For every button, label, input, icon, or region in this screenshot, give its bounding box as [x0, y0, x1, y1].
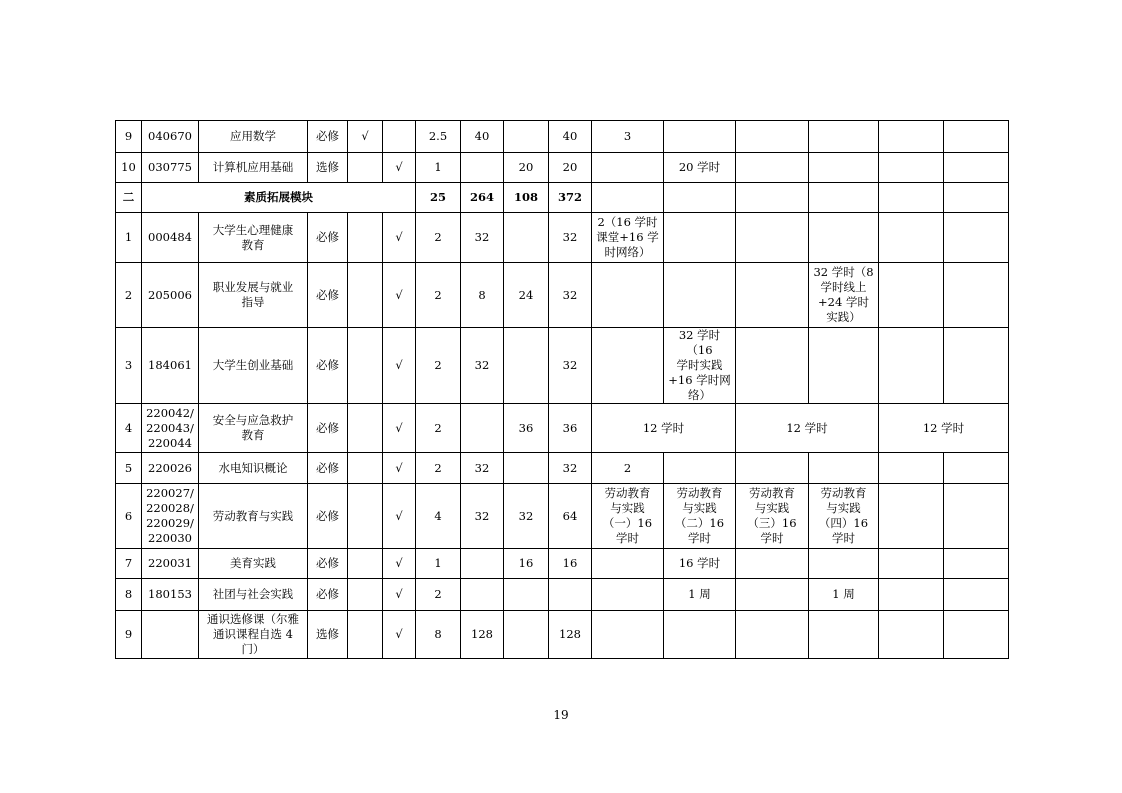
table-cell — [944, 484, 1009, 549]
table-cell — [664, 213, 736, 263]
table-cell — [348, 611, 383, 659]
table-cell — [944, 121, 1009, 153]
table-cell — [809, 183, 879, 213]
table-cell: √ — [383, 549, 416, 579]
table-cell — [879, 453, 944, 484]
table-cell: 184061 — [142, 328, 199, 404]
table-cell: 1 — [416, 153, 461, 183]
table-cell: 24 — [504, 263, 549, 328]
table-cell — [944, 213, 1009, 263]
table-cell: 2 — [592, 453, 664, 484]
table-row — [116, 404, 1009, 453]
table-cell — [809, 549, 879, 579]
table-cell: 劳动教育 与实践 （一）16 学时 — [592, 484, 664, 549]
table-cell — [504, 611, 549, 659]
table-cell: 通识选修课（尔雅 通识课程自选 4 门） — [199, 611, 308, 659]
table-cell: 1 — [416, 549, 461, 579]
table-cell: 372 — [549, 183, 592, 213]
table-cell: 劳动教育 与实践 （三）16 学时 — [736, 484, 809, 549]
table-cell — [879, 263, 944, 328]
table-cell — [348, 579, 383, 611]
table-cell: 32 — [461, 213, 504, 263]
table-cell: 劳动教育与实践 — [199, 484, 308, 549]
table-cell — [348, 213, 383, 263]
table-cell: 必修 — [308, 404, 348, 453]
table-cell — [592, 549, 664, 579]
table-cell — [879, 484, 944, 549]
table-cell: 2 — [416, 213, 461, 263]
table-cell — [664, 263, 736, 328]
table-cell: 必修 — [308, 484, 348, 549]
table-cell — [348, 484, 383, 549]
table-cell — [809, 121, 879, 153]
table-cell: 12 学时 — [879, 404, 1009, 453]
table-cell: 3 — [592, 121, 664, 153]
table-cell: 64 — [549, 484, 592, 549]
table-cell — [461, 153, 504, 183]
table-cell — [736, 213, 809, 263]
table-cell: 180153 — [142, 579, 199, 611]
table-cell: 1 周 — [664, 579, 736, 611]
table-cell — [944, 549, 1009, 579]
table-cell — [504, 213, 549, 263]
table-cell: 8 — [416, 611, 461, 659]
table-cell: 264 — [461, 183, 504, 213]
table-cell: 3 — [116, 328, 142, 404]
table-row — [116, 453, 1009, 484]
table-cell: √ — [383, 579, 416, 611]
table-cell — [348, 549, 383, 579]
table-cell: √ — [383, 404, 416, 453]
table-cell: √ — [383, 611, 416, 659]
table-row — [116, 328, 1009, 404]
curriculum-table — [115, 120, 1009, 659]
table-cell: 12 学时 — [736, 404, 879, 453]
table-row — [116, 263, 1009, 328]
table-cell: 大学生心理健康 教育 — [199, 213, 308, 263]
table-cell: 安全与应急救护 教育 — [199, 404, 308, 453]
table-cell: 水电知识概论 — [199, 453, 308, 484]
table-row — [116, 213, 1009, 263]
table-cell: 计算机应用基础 — [199, 153, 308, 183]
table-cell: 128 — [461, 611, 504, 659]
table-cell — [736, 263, 809, 328]
table-cell — [592, 153, 664, 183]
table-cell — [664, 121, 736, 153]
table-cell: 20 学时 — [664, 153, 736, 183]
table-cell: 4 — [416, 484, 461, 549]
table-cell: 32 — [549, 328, 592, 404]
table-cell: 32 — [461, 484, 504, 549]
table-cell — [879, 121, 944, 153]
table-cell: √ — [348, 121, 383, 153]
table-cell — [348, 404, 383, 453]
table-cell: 2（16 学时 课堂+16 学 时网络） — [592, 213, 664, 263]
table-cell: 20 — [549, 153, 592, 183]
table-cell — [736, 549, 809, 579]
table-cell — [348, 263, 383, 328]
table-cell: 205006 — [142, 263, 199, 328]
table-row — [116, 549, 1009, 579]
table-cell: 32 — [549, 453, 592, 484]
table-cell — [879, 328, 944, 404]
table-cell: 2 — [416, 328, 461, 404]
table-cell: 2 — [416, 263, 461, 328]
table-cell: 40 — [461, 121, 504, 153]
table-cell — [504, 121, 549, 153]
table-cell: 32 学时（8 学时线上 +24 学时 实践） — [809, 263, 879, 328]
table-cell: 2.5 — [416, 121, 461, 153]
table-cell — [664, 183, 736, 213]
table-cell: 16 — [549, 549, 592, 579]
table-cell — [879, 611, 944, 659]
table-cell: 劳动教育 与实践 （四）16 学时 — [809, 484, 879, 549]
table-cell — [348, 153, 383, 183]
table-cell: 素质拓展模块 — [142, 183, 416, 213]
table-cell: 2 — [416, 579, 461, 611]
table-cell — [809, 213, 879, 263]
table-cell: 5 — [116, 453, 142, 484]
table-cell: 220026 — [142, 453, 199, 484]
table-cell — [879, 549, 944, 579]
table-cell: 32 — [549, 263, 592, 328]
table-row — [116, 121, 1009, 153]
table-cell — [592, 328, 664, 404]
table-cell — [383, 121, 416, 153]
table-cell: 8 — [461, 263, 504, 328]
table-cell: 32 学时（16 学时实践 +16 学时网 络） — [664, 328, 736, 404]
table-cell: 2 — [416, 404, 461, 453]
table-cell: 220042/ 220043/ 220044 — [142, 404, 199, 453]
table-cell — [592, 611, 664, 659]
table-cell: 选修 — [308, 611, 348, 659]
table-row — [116, 611, 1009, 659]
table-row — [116, 579, 1009, 611]
table-cell: 16 学时 — [664, 549, 736, 579]
table-cell — [664, 611, 736, 659]
table-cell: 32 — [504, 484, 549, 549]
table-cell: 2 — [416, 453, 461, 484]
table-cell: 16 — [504, 549, 549, 579]
table-cell — [736, 183, 809, 213]
table-cell — [944, 453, 1009, 484]
table-row — [116, 484, 1009, 549]
table-cell: √ — [383, 484, 416, 549]
table-cell: 36 — [549, 404, 592, 453]
table-cell — [809, 153, 879, 183]
table-cell: √ — [383, 213, 416, 263]
table-cell: 1 — [116, 213, 142, 263]
table-cell — [736, 328, 809, 404]
table-cell — [461, 549, 504, 579]
table-cell: 10 — [116, 153, 142, 183]
table-cell: 108 — [504, 183, 549, 213]
table-cell — [592, 579, 664, 611]
table-row — [116, 183, 1009, 213]
table-cell — [142, 611, 199, 659]
table-cell: 8 — [116, 579, 142, 611]
table-cell: 应用数学 — [199, 121, 308, 153]
table-cell: 2 — [116, 263, 142, 328]
table-cell: 美育实践 — [199, 549, 308, 579]
table-cell — [944, 579, 1009, 611]
table-cell — [592, 183, 664, 213]
table-cell: 二 — [116, 183, 142, 213]
table-cell: 7 — [116, 549, 142, 579]
table-cell: 20 — [504, 153, 549, 183]
table-cell — [879, 153, 944, 183]
table-cell: 030775 — [142, 153, 199, 183]
table-cell — [664, 453, 736, 484]
table-cell: 选修 — [308, 153, 348, 183]
table-cell — [461, 579, 504, 611]
table-cell — [504, 579, 549, 611]
table-cell: 128 — [549, 611, 592, 659]
table-cell: 职业发展与就业 指导 — [199, 263, 308, 328]
table-cell: 必修 — [308, 328, 348, 404]
table-cell: 必修 — [308, 263, 348, 328]
table-cell: 220031 — [142, 549, 199, 579]
table-cell — [879, 183, 944, 213]
table-cell: 必修 — [308, 213, 348, 263]
table-cell — [944, 153, 1009, 183]
table-cell: √ — [383, 453, 416, 484]
table-cell — [736, 579, 809, 611]
table-cell: 1 周 — [809, 579, 879, 611]
table-cell: 必修 — [308, 121, 348, 153]
table-cell — [809, 328, 879, 404]
table-cell: 32 — [461, 328, 504, 404]
table-cell: √ — [383, 263, 416, 328]
table-cell — [348, 453, 383, 484]
table-cell: 36 — [504, 404, 549, 453]
table-cell — [736, 611, 809, 659]
table-cell: 40 — [549, 121, 592, 153]
table-cell: 25 — [416, 183, 461, 213]
table-cell — [879, 579, 944, 611]
table-cell — [461, 404, 504, 453]
table-cell: 000484 — [142, 213, 199, 263]
table-cell — [944, 263, 1009, 328]
table-cell — [944, 328, 1009, 404]
table-cell — [736, 453, 809, 484]
table-cell: 必修 — [308, 549, 348, 579]
table-cell — [809, 611, 879, 659]
table-row — [116, 153, 1009, 183]
table-cell: 大学生创业基础 — [199, 328, 308, 404]
table-cell: 必修 — [308, 453, 348, 484]
table-cell — [736, 121, 809, 153]
table-cell — [809, 453, 879, 484]
table-cell: 220027/ 220028/ 220029/ 220030 — [142, 484, 199, 549]
table-cell: 4 — [116, 404, 142, 453]
table-cell — [944, 183, 1009, 213]
table-cell: 必修 — [308, 579, 348, 611]
table-cell — [504, 328, 549, 404]
page-number: 19 — [553, 708, 569, 722]
table-cell — [944, 611, 1009, 659]
table-cell: 12 学时 — [592, 404, 736, 453]
table-cell — [549, 579, 592, 611]
table-cell — [879, 213, 944, 263]
table-cell: 9 — [116, 611, 142, 659]
table-cell: 32 — [549, 213, 592, 263]
table-cell: 社团与社会实践 — [199, 579, 308, 611]
table-cell — [504, 453, 549, 484]
table-cell: √ — [383, 328, 416, 404]
table-cell: 9 — [116, 121, 142, 153]
table-cell: 劳动教育 与实践 （二）16 学时 — [664, 484, 736, 549]
table-cell — [348, 328, 383, 404]
table-cell: 6 — [116, 484, 142, 549]
table-cell — [736, 153, 809, 183]
table-cell: 040670 — [142, 121, 199, 153]
table-cell — [592, 263, 664, 328]
table-cell: 32 — [461, 453, 504, 484]
table-cell: √ — [383, 153, 416, 183]
